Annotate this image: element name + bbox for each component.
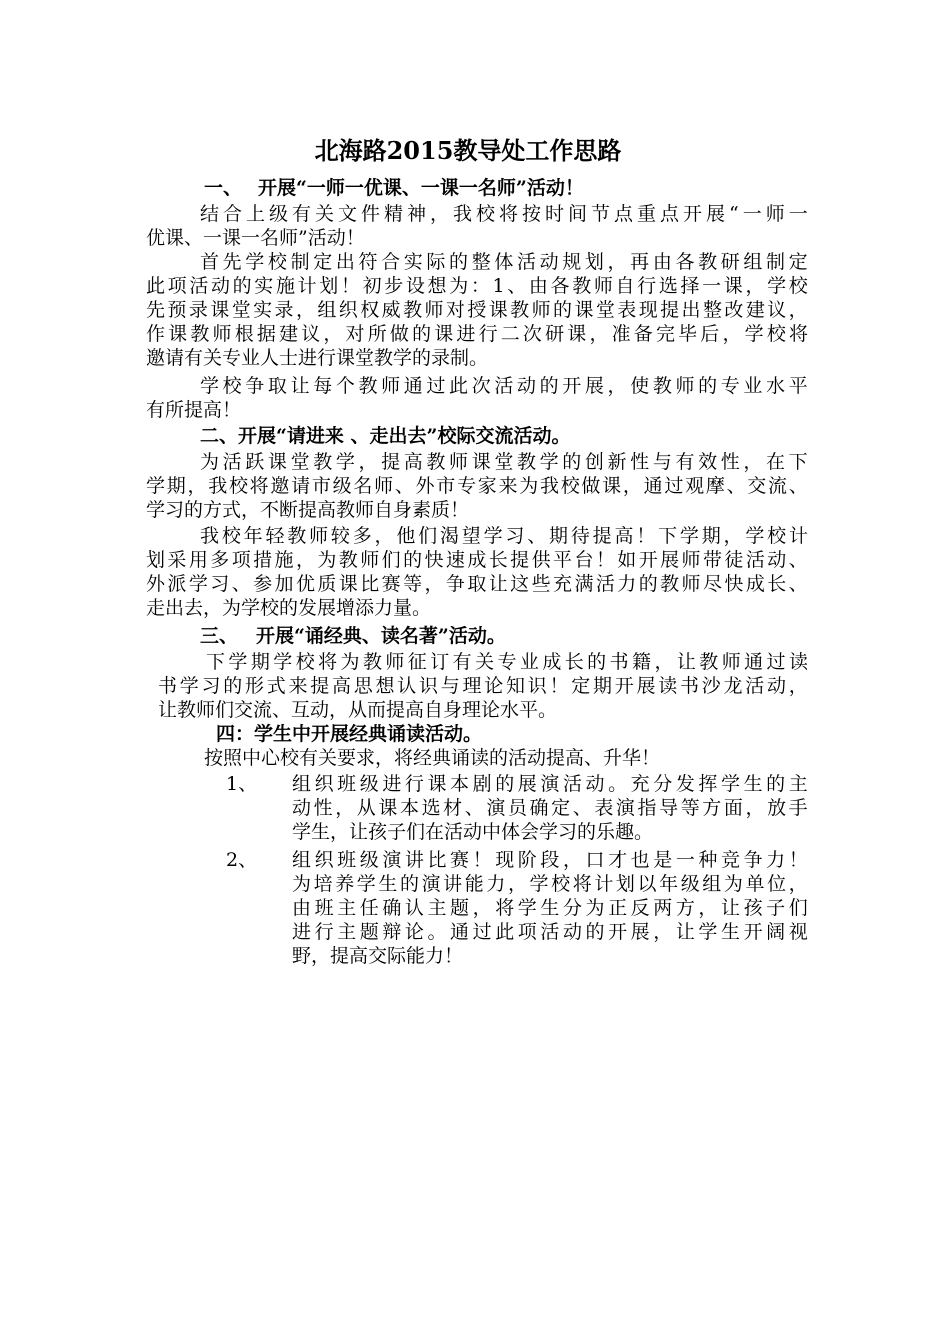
- section-2-p2-line-3: 外 派 学 习 、 参 加 优 质 课 比 赛 等 ， 争 取 让 这 些 充 满 活 力 的 教 师 尽 快 成 长 、: [146, 573, 808, 595]
- section-1-heading: 开展“一师一优课、一课一名师”活动！: [258, 177, 584, 199]
- document-title: 北海路2015教导处工作思路: [314, 136, 622, 165]
- section-4-heading: 四：学生中开展经典诵读活动。: [216, 723, 483, 745]
- list-item-2-line-2: 为 培 养 学 生 的 演 讲 能 力 ， 学 校 将 计 划 以 年 级 组 为 单 位 ，: [292, 873, 808, 895]
- section-1-p2-line-2: 此 项 活 动 的 实 施 计 划 ！ 初 步 设 想 为 ： 1 、 由 各 教 师 自 行 选 择 一 课 ， 学 校: [146, 275, 808, 297]
- section-2-p1-line-3: 学习的方式，不断提高教师自身素质！: [146, 499, 470, 521]
- list-item-2-number: 2、: [226, 849, 258, 871]
- section-4-intro: 按照中心校有关要求，将经典诵读的活动提高、升华！: [204, 747, 661, 769]
- section-3-p1-line-1: 下 学 期 学 校 将 为 教 师 征 订 有 关 专 业 成 长 的 书 籍 ， 让 教 师 通 过 读: [206, 651, 808, 673]
- section-2-p2-line-1: 我 校 年 轻 教 师 较 多 ， 他 们 渴 望 学 习 、 期 待 提 高 ！ 下 学 期 ， 学 校 计: [200, 525, 808, 547]
- section-3-p1-line-3: 让教师们交流、互动，从而提高自身理论水平。: [158, 699, 558, 721]
- list-item-2-line-4: 进 行 主 题 辩 论 。 通 过 此 项 活 动 的 开 展 ， 让 学 生 开 阔 视: [292, 921, 808, 943]
- list-item-2-line-5: 野，提高交际能力！: [292, 945, 464, 967]
- section-2-p1-line-1: 为 活 跃 课 堂 教 学 ， 提 高 教 师 课 堂 教 学 的 创 新 性 与 有 效 性 ， 在 下: [200, 451, 808, 473]
- list-item-2-line-1: 组 织 班 级 演 讲 比 赛 ！ 现 阶 段 ， 口 才 也 是 一 种 竞 争 力 ！: [292, 849, 808, 871]
- section-1-p3-line-2: 有所提高！: [146, 399, 242, 421]
- section-3-heading: 开展“诵经典、读名著”活动。: [256, 625, 506, 647]
- section-1-p1-line-1: 结 合 上 级 有 关 文 件 精 神 ， 我 校 将 按 时 间 节 点 重 点 开 展 “ 一 师 一: [200, 203, 808, 225]
- section-1-p2-line-5: 邀请有关专业人士进行课堂教学的录制。: [146, 347, 489, 369]
- section-1-p2-line-1: 首 先 学 校 制 定 出 符 合 实 际 的 整 体 活 动 规 划 ， 再 由 各 教 研 组 制 定: [200, 251, 808, 273]
- section-2-heading: 二、开展“请进来 、走出去”校际交流活动。: [200, 425, 571, 447]
- section-2-p2-line-2: 划 采 用 多 项 措 施 ， 为 教 师 们 的 快 速 成 长 提 供 平 台 ！ 如 开 展 师 带 徒 活 动 、: [146, 549, 808, 571]
- section-3-p1-line-2: 书 学 习 的 形 式 来 提 高 思 想 认 识 与 理 论 知 识 ！ 定 期 开 展 读 书 沙 龙 活 动 ，: [158, 675, 808, 697]
- section-2-p1-line-2: 学 期 ， 我 校 将 邀 请 市 级 名 师 、 外 市 专 家 来 为 我 校 做 课 ， 通 过 观 摩 、 交 流 、: [146, 475, 808, 497]
- section-3-number: 三、: [200, 625, 239, 647]
- list-item-1-line-3: 学生，让孩子们在活动中体会学习的乐趣。: [292, 821, 654, 843]
- list-item-2-line-3: 由 班 主 任 确 认 主 题 ， 将 学 生 分 为 正 反 两 方 ， 让 孩 子 们: [292, 897, 808, 919]
- list-item-1-line-1: 组 织 班 级 进 行 课 本 剧 的 展 演 活 动 。 充 分 发 挥 学 生 的 主: [292, 773, 808, 795]
- section-2-p2-line-4: 走出去，为学校的发展增添力量。: [146, 597, 432, 619]
- list-item-1-number: 1、: [226, 773, 258, 795]
- section-1-p2-line-4: 作 课 教 师 根 据 建 议 ， 对 所 做 的 课 进 行 二 次 研 课 ， 准 备 完 毕 后 ， 学 校 将: [146, 323, 808, 345]
- section-1-p1-line-2: 优课、一课一名师”活动！: [146, 227, 365, 249]
- list-item-1-line-2: 动 性 ， 从 课 本 选 材 、 演 员 确 定 、 表 演 指 导 等 方 面 ， 放 手: [292, 797, 808, 819]
- section-1-number: 一、: [204, 177, 243, 199]
- section-1-p3-line-1: 学 校 争 取 让 每 个 教 师 通 过 此 次 活 动 的 开 展 ， 使 教 师 的 专 业 水 平: [200, 375, 808, 397]
- section-1-p2-line-3: 先 预 录 课 堂 实 录 ， 组 织 权 威 教 师 对 授 课 教 师 的 课 堂 表 现 提 出 整 改 建 议 ，: [146, 299, 808, 321]
